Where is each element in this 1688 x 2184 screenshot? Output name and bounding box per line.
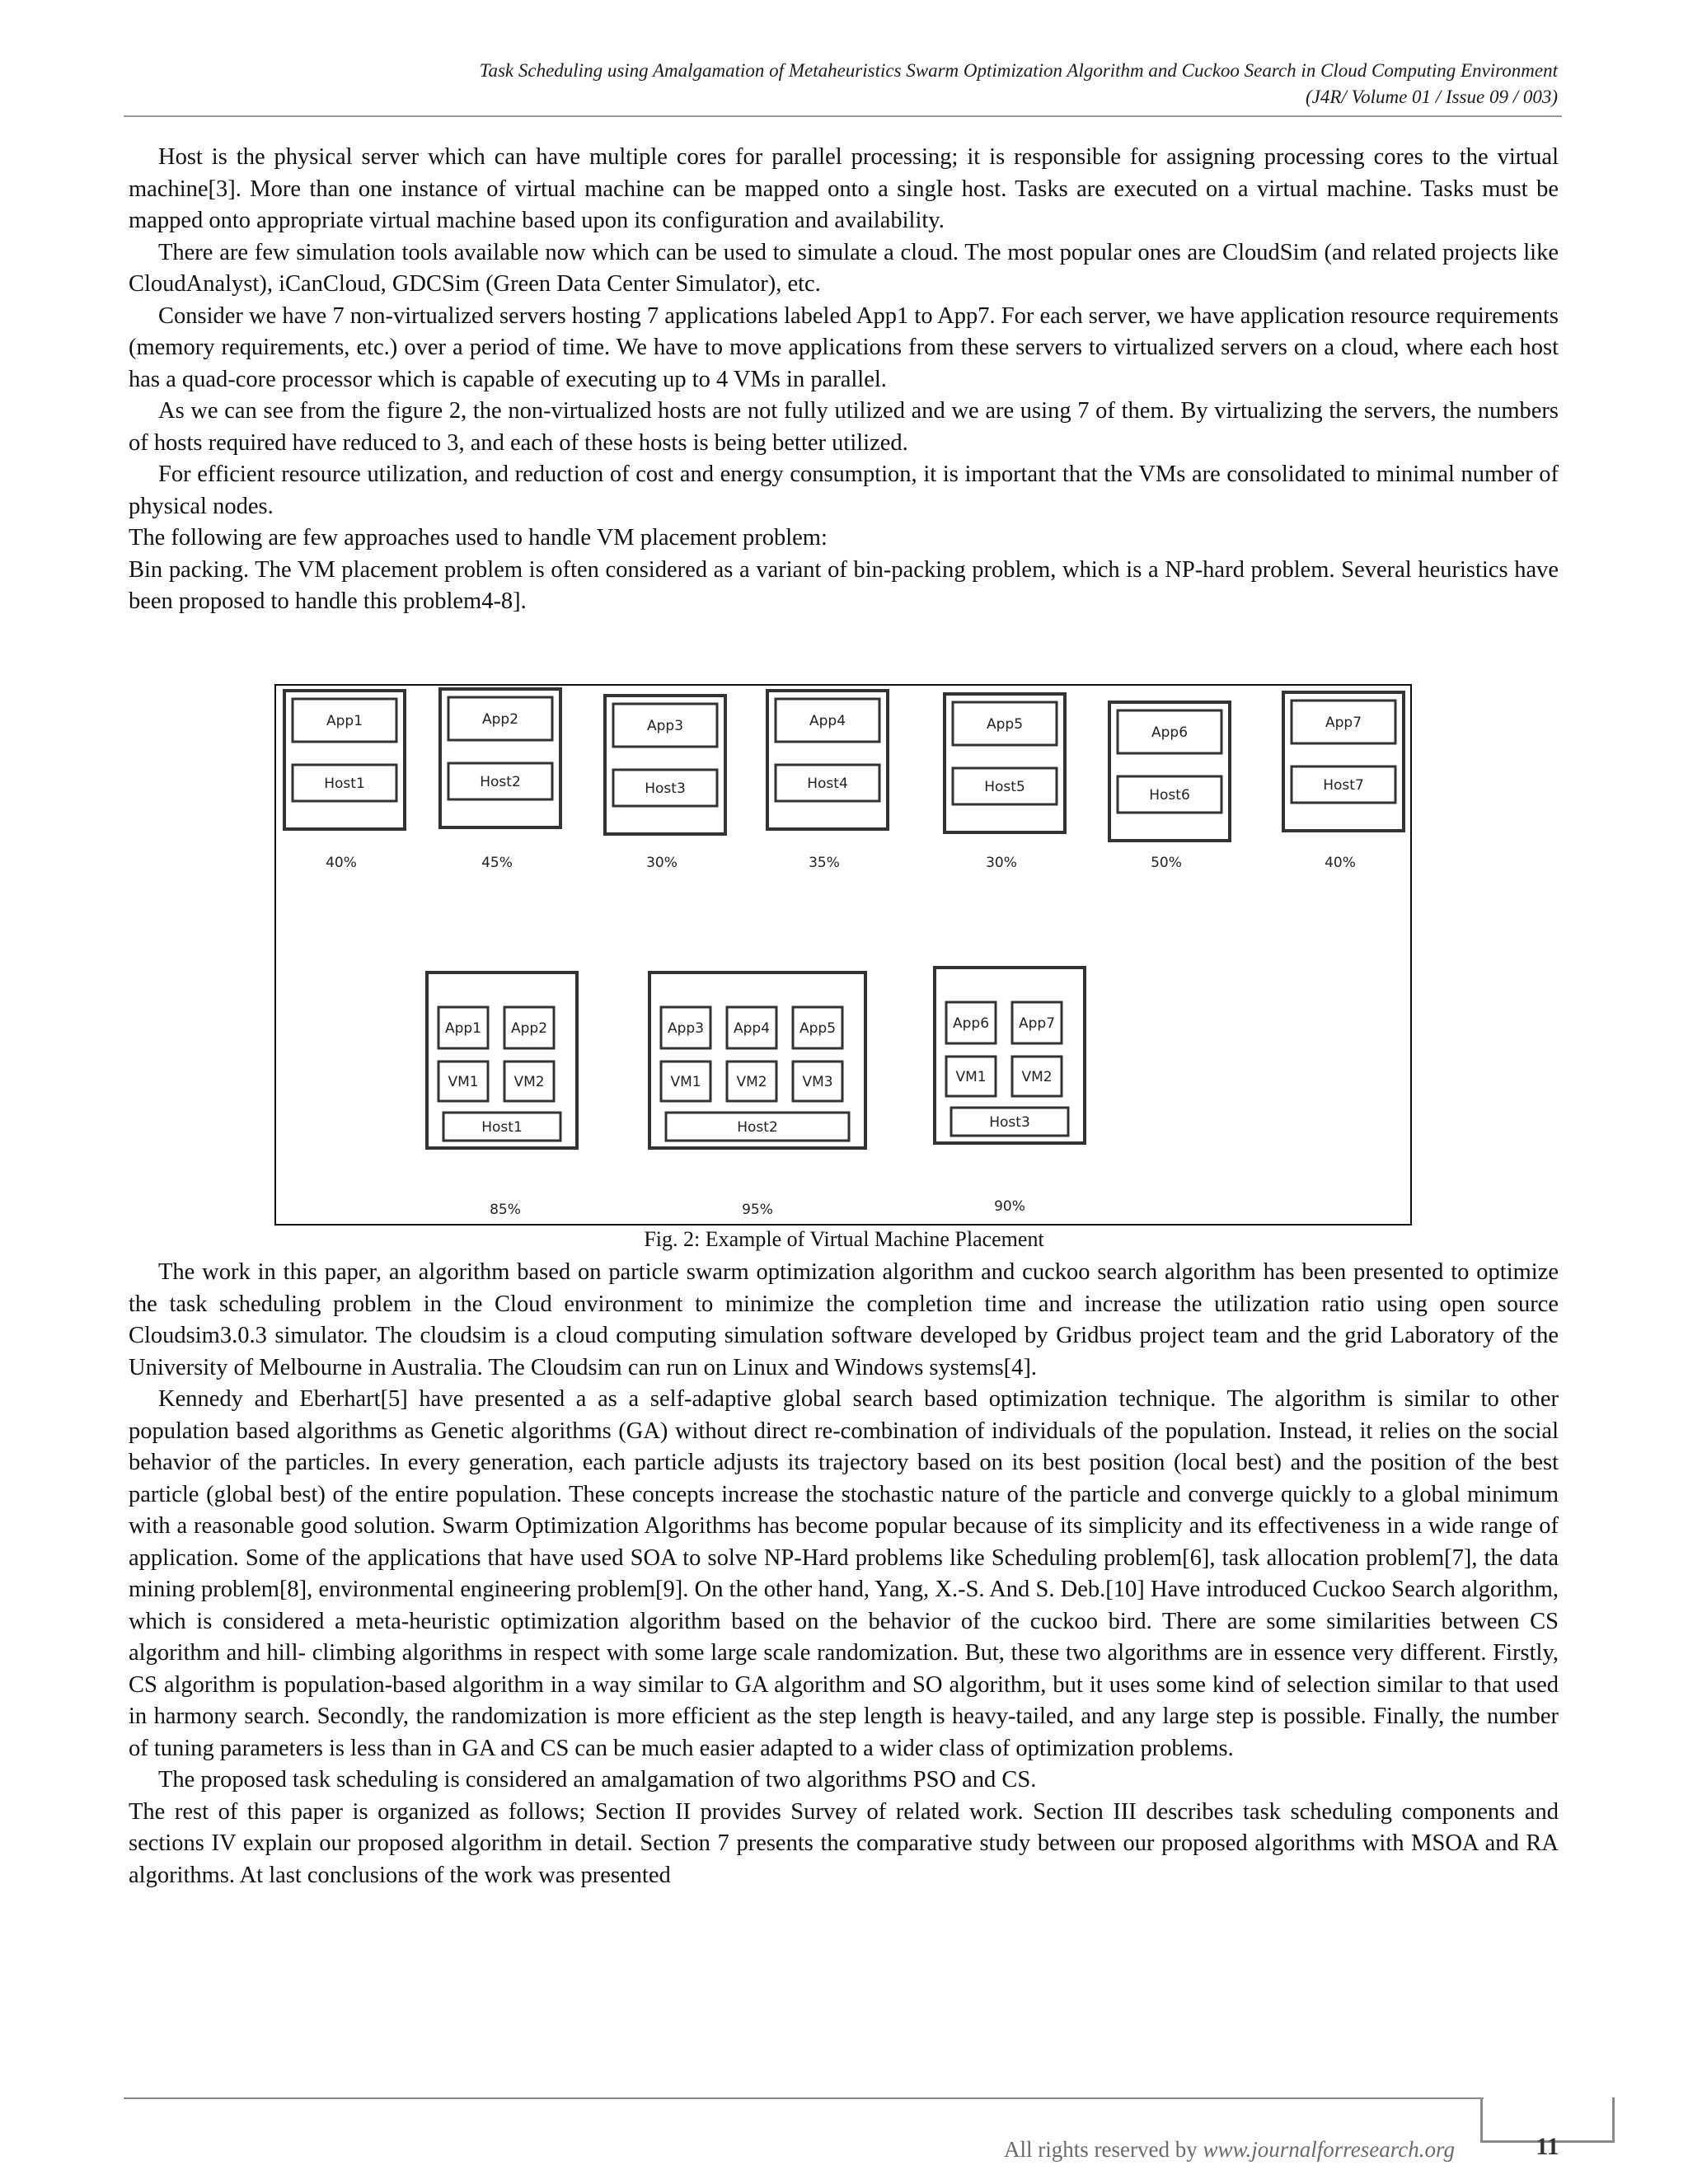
vm-placement-figure [274,684,1412,1226]
paragraph: The work in this paper, an algorithm based on particle swarm optimization algorithm and cuckoo search algorithm has been presented to optimize the task scheduling problem in the Cloud environment to minimize the completion time and increase the utilization ratio using open source Cloudsim3.0.3 simulator. The cloudsim is a cloud computing simulation software developed by Gridbus project team and the grid Laboratory of the University of Melbourne in Australia. The Cloudsim can run on Linux and Windows systems[4]. [129,1259,1559,1380]
app-label: App5 [799,1020,837,1037]
vm-placement-diagram [276,686,1410,1224]
header-rule [124,115,1562,117]
app-label: App6 [1151,724,1189,741]
paragraph: The rest of this paper is organized as follows; Section II provides Survey of related work. Section III describes task scheduling components and sections IV explain our proposed algorithm in detail. Section 7 presents the comparative study between our proposed algorithms with MSOA and RA algorithms. At last conclusions of the work was presented [129,1798,1559,1888]
app-label: App4 [809,713,846,729]
utilization-label: 95% [742,1202,773,1218]
utilization-label: 30% [646,855,678,871]
host-label: Host3 [645,780,686,797]
app-label: App4 [733,1020,771,1037]
paragraph: The following are few approaches used to handle VM placement problem: [129,525,828,551]
header-title: Task Scheduling using Amalgamation of Metaheuristics Swarm Optimization Algorithm and Cuckoo Search in Cloud Computing Environment [479,60,1558,81]
utilization-label: 50% [1151,855,1182,871]
app-label: App2 [481,711,519,728]
page-number: 11 [1536,2133,1559,2160]
utilization-label: 35% [809,855,840,871]
footer-site-link[interactable]: www.journalforresearch.org [1203,2137,1455,2162]
utilization-label: 30% [986,855,1017,871]
host-label: Host5 [984,779,1025,795]
utilization-label: 45% [481,855,513,871]
paragraph: The proposed task scheduling is considered an amalgamation of two algorithms PSO and CS. [158,1767,1037,1793]
app-label: App6 [952,1015,990,1032]
footer-rights-label: All rights reserved by [1004,2137,1203,2162]
paragraph: For efficient resource utilization, and reduction of cost and energy consumption, it is important that the VMs are consolidated to minimal number of physical nodes. [129,462,1559,519]
vm-label: VM2 [513,1074,545,1090]
body-text-top [129,142,1559,618]
vm-label: VM3 [802,1074,833,1090]
paragraph: Consider we have 7 non-virtualized servers hosting 7 applications labeled App1 to App7. For each server, we have application resource requirements (memory requirements, etc.) over a period of time. We have to move applications from these servers to virtualized servers on a cloud, where each host has a quad-core processor which is capable of executing up to 4 VMs in parallel. [129,302,1559,392]
host-label: Host1 [481,1119,523,1136]
utilization-label: 90% [994,1198,1025,1215]
app-label: App2 [510,1020,548,1037]
host-label: Host2 [480,774,521,790]
running-header [124,58,1558,110]
host-label: Host1 [324,776,365,792]
paragraph: Host is the physical server which can have multiple cores for parallel processing; it is responsible for assigning processing cores to the virtual machine[3]. More than one instance of virtual machine can be mapped onto a single host. Tasks are executed on a virtual machine. Tasks must be mapped onto appropriate virtual machine based upon its configuration and availability. [129,144,1559,233]
app-label: App7 [1018,1015,1056,1032]
app-label: App1 [326,713,363,729]
app-label: App7 [1325,715,1362,731]
utilization-label: 40% [1325,855,1356,871]
body-text-bottom [129,1257,1559,1891]
host-label: Host2 [737,1119,778,1136]
host-label: Host4 [807,776,848,792]
vm-label: VM2 [1021,1069,1053,1085]
figure-caption: Fig. 2: Example of Virtual Machine Placement [644,1227,1044,1251]
paragraph: Kennedy and Eberhart[5] have presented a as a self-adaptive global search based optimization technique. The algorithm is similar to other population based algorithms as Genetic algorithms (GA) without direct re-combination of individuals of the population. Instead, it relies on the social behavior of the particles. In every generation, each particle adjusts its trajectory based on its best position (local best) and the position of the best particle (global best) of the entire population. These concepts increase the stochastic nature of the particle and converge quickly to a global minimum with a reasonable good solution. Swarm Optimization Algorithms has become popular because of its simplicity and its effectiveness in a wide range of application. Some of the applications that have used SOA to solve NP-Hard problems like Scheduling problem[6], task allocation problem[7], the data mining problem[8], environmental engineering problem[9]. On the other hand, Yang, X.-S. And S. Deb.[10] Have introduced Cuckoo Search algorithm, which is considered a meta-heuristic optimization algorithm based on the behavior of the cuckoo bird. There are some similarities between CS algorithm and hill- climbing algorithms in respect with some large scale randomization. But, these two algorithms are in essence very different. Firstly, CS algorithm is population-based algorithm in a way similar to GA algorithm and SO algorithm, but it uses some kind of selection similar to that used in harmony search. Secondly, the randomization is more efficient as the step length is heavy-tailed, and any large step is possible. Finally, the number of tuning parameters is less than in GA and CS can be much easier adapted to a wider class of optimization problems. [129,1386,1559,1761]
vm-label: VM1 [955,1069,987,1085]
utilization-label: 40% [326,855,357,871]
app-label: App1 [444,1020,482,1037]
paragraph: As we can see from the figure 2, the non-virtualized hosts are not fully utilized and we are using 7 of them. By virtualizing the servers, the numbers of hosts required have reduced to 3, and each of these hosts is being better utilized. [129,398,1559,456]
utilization-label: 85% [490,1202,521,1218]
host-label: Host6 [1149,787,1190,804]
app-label: App3 [667,1020,705,1037]
footer-rule [124,2097,1484,2099]
app-label: App3 [646,718,684,734]
paragraph: Bin packing. The VM placement problem is often considered as a variant of bin-packing problem, which is a NP-hard problem. Several heuristics have been proposed to handle this problem4-8]. [129,556,1559,614]
header-volume: (J4R/ Volume 01 / Issue 09 / 003) [1306,87,1558,107]
vm-label: VM1 [448,1074,479,1090]
vm-label: VM2 [736,1074,767,1090]
paragraph: There are few simulation tools available now which can be used to simulate a cloud. The most popular ones are CloudSim (and related projects like CloudAnalyst), iCanCloud, GDCSim (Green Data Center Simulator), etc. [129,239,1559,297]
app-label: App5 [986,716,1024,733]
footer-rights [824,2137,1455,2163]
host-label: Host7 [1323,777,1364,794]
host-label: Host3 [989,1114,1030,1131]
vm-label: VM1 [670,1074,701,1090]
